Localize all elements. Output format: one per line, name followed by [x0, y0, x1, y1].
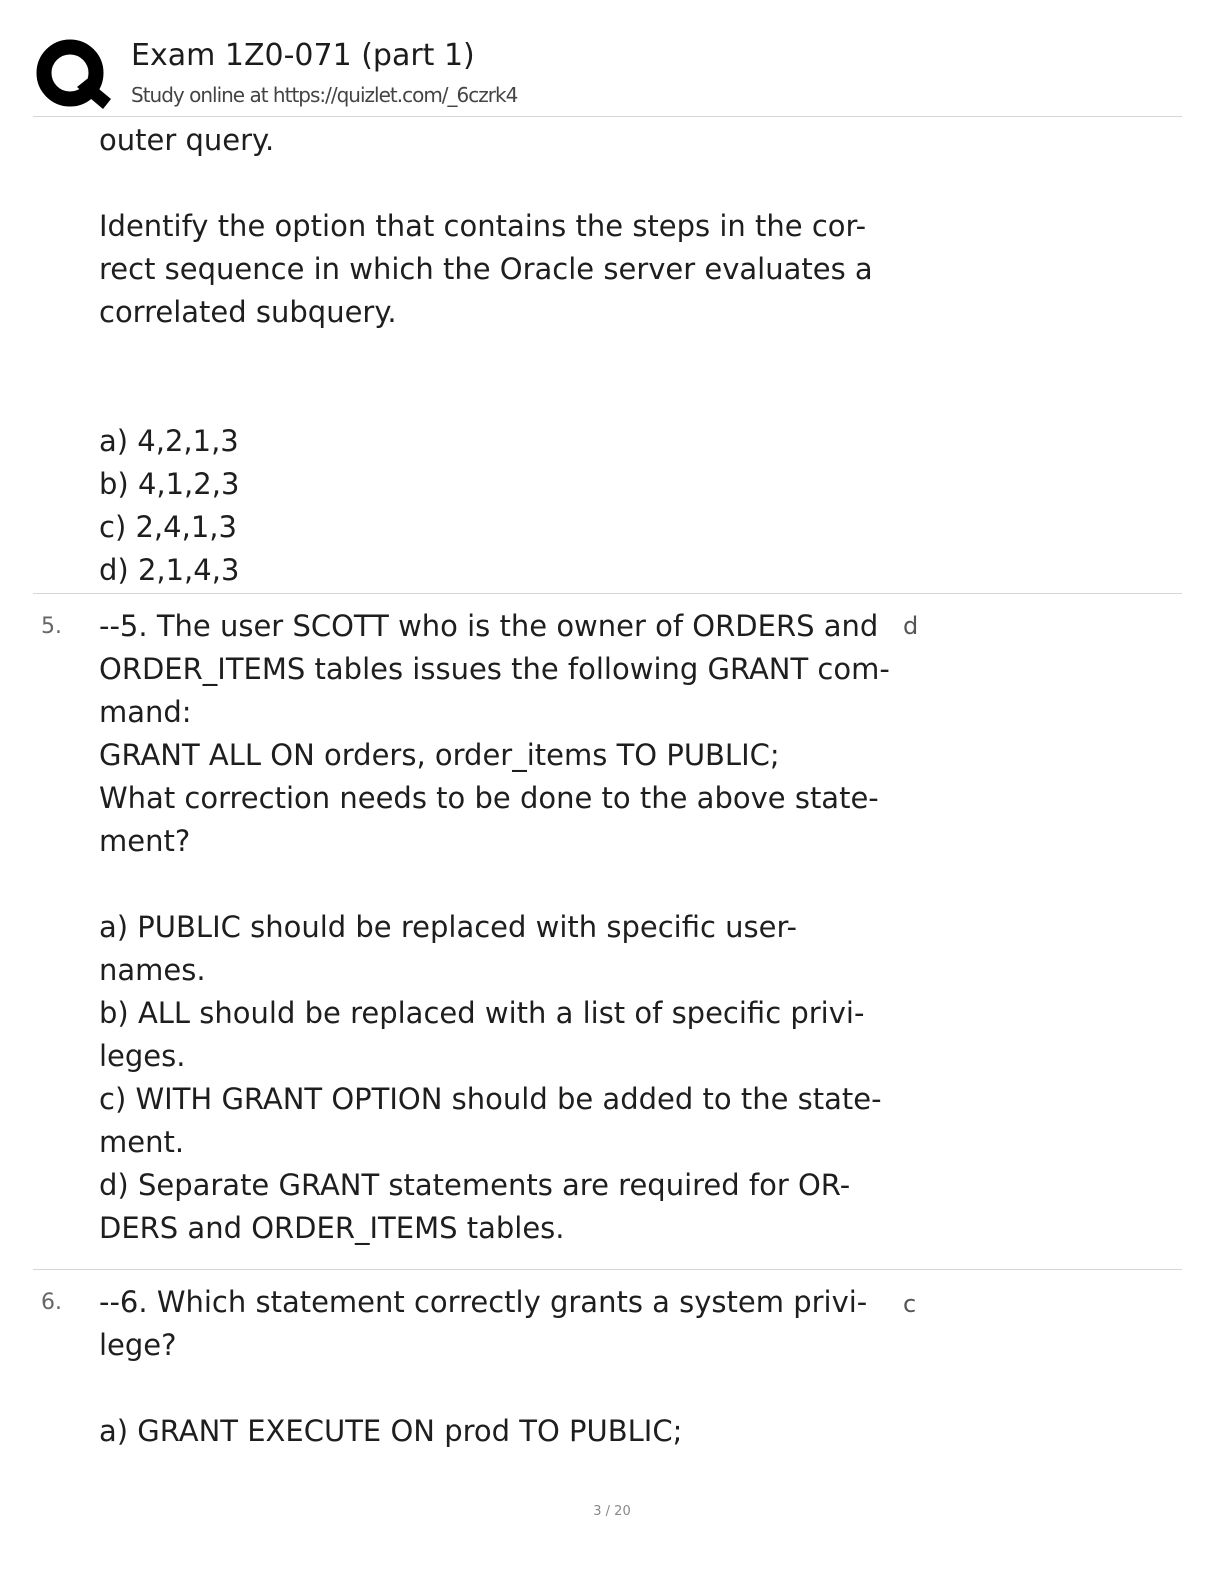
text-line: GRANT ALL ON orders, order_items TO PUBLIC;: [99, 738, 780, 772]
text-line: [99, 334, 899, 377]
text-line: [99, 377, 899, 420]
option-c: c) 2,4,1,3: [99, 510, 237, 544]
question-divider: [33, 1269, 1182, 1270]
option-d-cont: DERS and ORDER_ITEMS tables.: [99, 1211, 565, 1245]
option-c: c) WITH GRANT OPTION should be added to the state-: [99, 1082, 882, 1116]
text-line: rect sequence in which the Oracle server evaluates a: [99, 252, 873, 286]
question-number: 6.: [41, 1290, 62, 1315]
page-number: 3 / 20: [593, 1504, 631, 1519]
text-line: correlated subquery.: [99, 295, 397, 329]
header-divider: [33, 116, 1182, 117]
quizlet-logo-icon: [33, 35, 111, 113]
continued-question-text: [99, 119, 899, 592]
option-b: b) ALL should be replaced with a list of specific privi-: [99, 996, 865, 1030]
option-a: a) 4,2,1,3: [99, 424, 239, 458]
text-line: [99, 863, 899, 906]
option-b-cont: leges.: [99, 1039, 186, 1073]
text-line: What correction needs to be done to the above state-: [99, 781, 879, 815]
answer-letter: d: [903, 612, 919, 640]
question-6-text: [99, 1281, 899, 1453]
text-line: mand:: [99, 695, 192, 729]
text-line: outer query.: [99, 123, 275, 157]
option-d: d) Separate GRANT statements are required for OR-: [99, 1168, 851, 1202]
text-line: Identify the option that contains the steps in the cor-: [99, 209, 867, 243]
text-line: lege?: [99, 1328, 177, 1362]
option-a: a) PUBLIC should be replaced with specific user-: [99, 910, 798, 944]
option-d: d) 2,1,4,3: [99, 553, 240, 587]
option-c-cont: ment.: [99, 1125, 185, 1159]
text-line: --5. The user SCOTT who is the owner of ORDERS and: [99, 609, 879, 643]
text-line: ORDER_ITEMS tables issues the following GRANT com-: [99, 652, 890, 686]
text-line: ment?: [99, 824, 191, 858]
option-a: a) GRANT EXECUTE ON prod TO PUBLIC;: [99, 1414, 683, 1448]
text-line: [99, 1367, 899, 1410]
text-line: --6. Which statement correctly grants a system privi-: [99, 1285, 868, 1319]
option-a-cont: names.: [99, 953, 206, 987]
question-5-text: [99, 605, 899, 1250]
answer-letter: c: [903, 1290, 917, 1318]
text-line: [99, 162, 899, 205]
study-link-text: Study online at https://quizlet.com/_6czrk4: [131, 83, 518, 107]
option-b: b) 4,1,2,3: [99, 467, 240, 501]
question-number: 5.: [41, 614, 62, 639]
question-divider: [33, 593, 1182, 594]
page-title: Exam 1Z0-071 (part 1): [131, 38, 475, 73]
